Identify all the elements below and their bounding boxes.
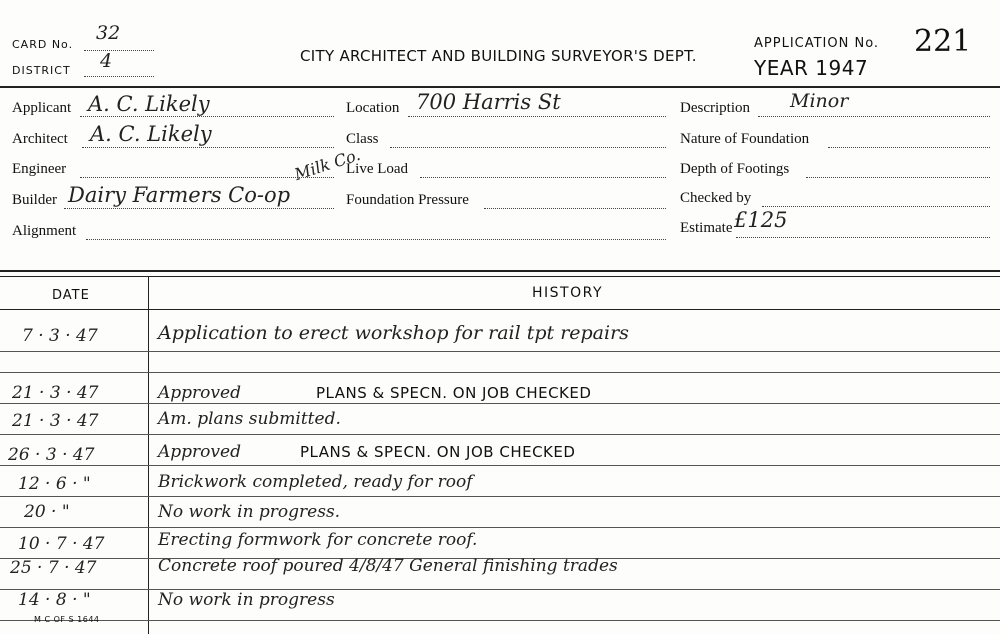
foundation-pressure-label: Foundation Pressure — [346, 192, 469, 208]
description-label: Description — [680, 100, 750, 116]
history-row-date: 25 · 7 · 47 — [10, 558, 97, 578]
history-row-text: Erecting formwork for concrete roof. — [158, 530, 478, 550]
history-row-date: 12 · 6 · " — [18, 474, 91, 494]
location-label: Location — [346, 100, 400, 116]
builder-note: Milk Co. — [292, 144, 363, 185]
history-row-text: Approved — [158, 442, 241, 462]
history-row-date: 20 · " — [24, 502, 70, 522]
builder-label: Builder — [12, 192, 57, 208]
builder-value: Dairy Farmers Co-op — [68, 183, 291, 207]
history-row-date: 10 · 7 · 47 — [18, 534, 105, 554]
history-row-text: Application to erect workshop for rail tpt repairs — [158, 322, 629, 344]
history-row-date: 7 · 3 · 47 — [22, 326, 98, 346]
card-no-value: 32 — [96, 22, 121, 44]
application-no-label: APPLICATION No. — [754, 36, 880, 51]
live-load-label: Live Load — [346, 161, 409, 177]
history-row-stamp: PLANS & SPECN. ON JOB CHECKED — [300, 443, 576, 461]
history-row-text: No work in progress. — [158, 502, 341, 522]
description-value: Minor — [790, 90, 849, 112]
history-column-header: HISTORY — [532, 285, 603, 301]
architect-label: Architect — [12, 131, 68, 147]
history-row-text: No work in progress — [158, 590, 335, 610]
card-no-label: CARD No. — [12, 38, 74, 51]
applicant-label: Applicant — [12, 100, 72, 116]
architect-value: A. C. Likely — [90, 122, 212, 146]
history-row-text: Am. plans submitted. — [158, 409, 341, 429]
district-label: DISTRICT — [12, 64, 71, 77]
date-column-header: DATE — [52, 288, 90, 303]
district-value: 4 — [100, 50, 113, 72]
history-row-text: Concrete roof poured 4/8/47 General finishing trades — [158, 556, 618, 576]
depth-of-footings-label: Depth of Footings — [680, 161, 790, 177]
history-row-date: 21 · 3 · 47 — [12, 411, 99, 431]
applicant-value: A. C. Likely — [88, 92, 210, 116]
history-row-date: 26 · 3 · 47 — [8, 445, 95, 465]
estimate-value: £125 — [734, 208, 788, 232]
checked-by-label: Checked by — [680, 190, 752, 206]
engineer-label: Engineer — [12, 161, 67, 177]
class-label: Class — [346, 131, 379, 147]
location-value: 700 Harris St — [416, 90, 561, 114]
nature-of-foundation-label: Nature of Foundation — [680, 131, 810, 147]
year-label: YEAR 1947 — [754, 56, 869, 80]
history-row-date: 14 · 8 · " — [18, 590, 91, 610]
history-row-date: 21 · 3 · 47 — [12, 383, 99, 403]
alignment-label: Alignment — [12, 223, 77, 239]
application-no-value: 221 — [914, 24, 972, 59]
history-row-text: Approved — [158, 383, 241, 403]
department-title: CITY ARCHITECT AND BUILDING SURVEYOR'S DEPT. — [300, 47, 697, 65]
form-code: M C OF S 1644 — [34, 615, 100, 624]
history-row-stamp: PLANS & SPECN. ON JOB CHECKED — [316, 384, 592, 402]
history-row-text: Brickwork completed, ready for roof — [158, 472, 473, 492]
estimate-label: Estimate — [680, 220, 733, 236]
